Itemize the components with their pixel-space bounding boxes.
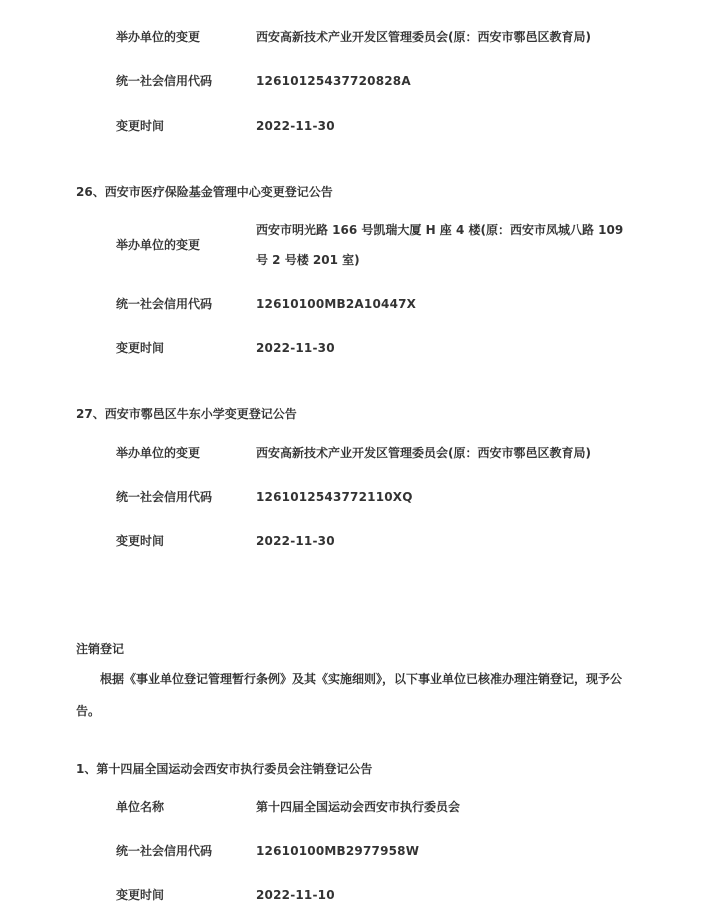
row-value: 2022-11-10: [256, 888, 335, 902]
row-label: 统一社会信用代码: [116, 844, 213, 858]
row-label: 变更时间: [116, 341, 165, 355]
row-value: 12610100MB2A10447X: [256, 297, 417, 311]
row-label: 统一社会信用代码: [116, 297, 213, 311]
row-label: 变更时间: [116, 888, 165, 902]
intro-paragraph-line2: 告。: [76, 704, 101, 718]
notice-heading: 26、西安市医疗保险基金管理中心变更登记公告: [76, 185, 333, 199]
row-label: 变更时间: [116, 119, 165, 133]
row-label: 变更时间: [116, 534, 165, 548]
row-label: 举办单位的变更: [116, 238, 201, 252]
row-value: 西安高新技术产业开发区管理委员会(原：西安市鄠邑区教育局): [256, 446, 591, 460]
row-value: 1261012543772110XQ: [256, 490, 413, 504]
row-label: 单位名称: [116, 800, 165, 814]
row-value: 2022-11-30: [256, 341, 335, 355]
notice-heading: 27、西安市鄠邑区牛东小学变更登记公告: [76, 407, 297, 421]
row-label: 举办单位的变更: [116, 446, 201, 460]
row-value: 12610100MB2977958W: [256, 844, 420, 858]
row-value: 2022-11-30: [256, 534, 335, 548]
section-title: 注销登记: [76, 642, 125, 656]
row-label: 统一社会信用代码: [116, 74, 213, 88]
row-value: 第十四届全国运动会西安市执行委员会: [256, 800, 461, 814]
row-value: 西安高新技术产业开发区管理委员会(原：西安市鄠邑区教育局): [256, 30, 591, 44]
row-label: 统一社会信用代码: [116, 490, 213, 504]
intro-paragraph-line1: 根据《事业单位登记管理暂行条例》及其《实施细则》，以下事业单位已核准办理注销登记，现予公: [100, 672, 623, 686]
row-value: 12610125437720828A: [256, 74, 411, 88]
row-label: 举办单位的变更: [116, 30, 201, 44]
row-value-line1: 西安市明光路 166 号凯瑞大厦 H 座 4 楼(原：西安市凤城八路 109: [256, 223, 624, 237]
row-value: 2022-11-30: [256, 119, 335, 133]
notice-heading: 1、第十四届全国运动会西安市执行委员会注销登记公告: [76, 762, 373, 776]
row-value-line2: 号 2 号楼 201 室): [256, 253, 360, 267]
